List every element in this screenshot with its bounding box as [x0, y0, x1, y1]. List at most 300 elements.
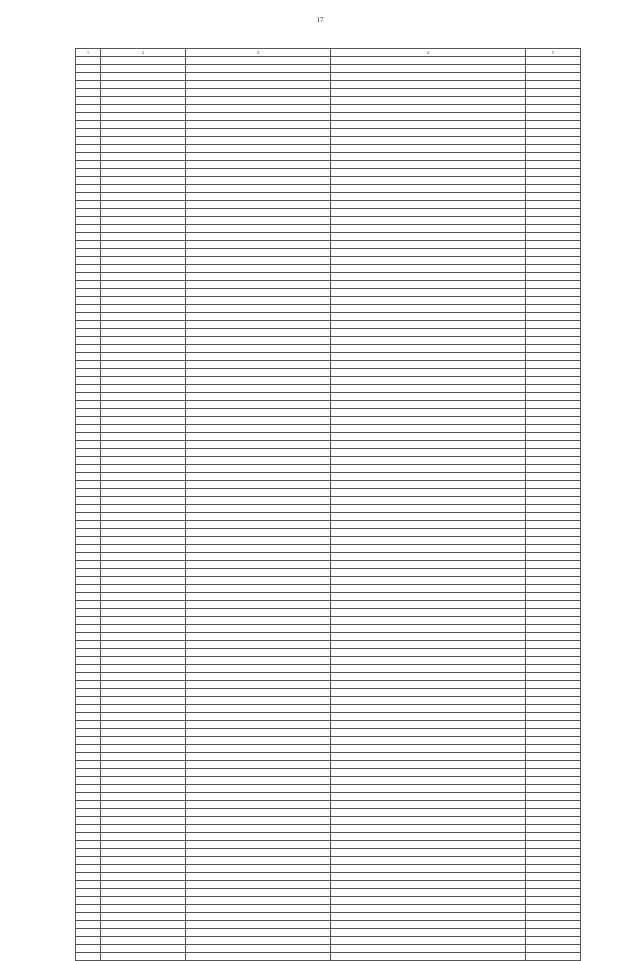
table-cell [76, 657, 101, 665]
table-cell [526, 721, 581, 729]
table-cell [186, 825, 331, 833]
table-cell [526, 289, 581, 297]
table-cell [186, 65, 331, 73]
table-cell [526, 801, 581, 809]
table-cell [101, 649, 186, 657]
table-cell [331, 361, 526, 369]
table-row [76, 65, 581, 73]
table-cell [186, 209, 331, 217]
table-row [76, 825, 581, 833]
table-cell [526, 281, 581, 289]
table-cell [526, 785, 581, 793]
table-cell [76, 409, 101, 417]
table-cell [186, 137, 331, 145]
table-cell [101, 513, 186, 521]
table-cell [526, 521, 581, 529]
table-row [76, 265, 581, 273]
table-cell [526, 417, 581, 425]
table-cell [331, 129, 526, 137]
table-cell [76, 241, 101, 249]
table-cell [76, 753, 101, 761]
table-row [76, 537, 581, 545]
table-cell [331, 849, 526, 857]
table-row [76, 545, 581, 553]
table-cell [101, 457, 186, 465]
table-cell [76, 345, 101, 353]
table-row [76, 945, 581, 953]
table-cell [101, 401, 186, 409]
table-cell [186, 265, 331, 273]
table-cell [526, 97, 581, 105]
table-cell [76, 353, 101, 361]
table-cell [526, 745, 581, 753]
table-cell [76, 825, 101, 833]
table-row [76, 217, 581, 225]
table-cell [76, 609, 101, 617]
table-cell [186, 201, 331, 209]
table-cell [186, 409, 331, 417]
table-cell [331, 609, 526, 617]
table-row [76, 321, 581, 329]
table-cell [526, 689, 581, 697]
table-row [76, 281, 581, 289]
table-row [76, 761, 581, 769]
table-cell [526, 225, 581, 233]
table-cell [526, 129, 581, 137]
table-cell [186, 905, 331, 913]
table-cell [101, 249, 186, 257]
table-cell [331, 793, 526, 801]
table-cell [76, 865, 101, 873]
table-cell [331, 913, 526, 921]
table-cell [186, 497, 331, 505]
table-cell [76, 633, 101, 641]
table-cell [526, 857, 581, 865]
table-row [76, 345, 581, 353]
table-cell [526, 273, 581, 281]
table-cell [526, 761, 581, 769]
table-cell [101, 89, 186, 97]
table-cell [101, 937, 186, 945]
table-row [76, 913, 581, 921]
table-cell [186, 793, 331, 801]
table-cell [526, 481, 581, 489]
table-cell [186, 673, 331, 681]
table-cell [76, 105, 101, 113]
table-cell [526, 849, 581, 857]
table-cell [186, 153, 331, 161]
table-cell [101, 489, 186, 497]
table-cell [526, 657, 581, 665]
table-cell [526, 297, 581, 305]
table-row [76, 433, 581, 441]
table-row [76, 481, 581, 489]
table-cell [101, 265, 186, 273]
table-cell [186, 337, 331, 345]
table-cell [331, 753, 526, 761]
table-row [76, 129, 581, 137]
column-number: 3 [186, 49, 331, 57]
table-cell [331, 505, 526, 513]
table-cell [101, 257, 186, 265]
table-cell [101, 161, 186, 169]
table-cell [76, 777, 101, 785]
table-cell [76, 953, 101, 961]
table-cell [331, 673, 526, 681]
table-cell [186, 705, 331, 713]
table-cell [331, 185, 526, 193]
table-row [76, 785, 581, 793]
table-cell [101, 145, 186, 153]
table-row [76, 193, 581, 201]
table-row [76, 113, 581, 121]
table-cell [101, 609, 186, 617]
table-cell [186, 801, 331, 809]
table-cell [331, 273, 526, 281]
table-cell [101, 185, 186, 193]
table-cell [526, 433, 581, 441]
table-cell [526, 409, 581, 417]
table-cell [186, 401, 331, 409]
table-cell [101, 713, 186, 721]
table-cell [526, 265, 581, 273]
table-cell [526, 913, 581, 921]
table-cell [331, 385, 526, 393]
table-cell [186, 689, 331, 697]
table-cell [526, 705, 581, 713]
table-cell [186, 809, 331, 817]
table-cell [331, 585, 526, 593]
table-cell [186, 641, 331, 649]
table-cell [101, 321, 186, 329]
table-cell [101, 377, 186, 385]
table-cell [76, 729, 101, 737]
table-cell [101, 505, 186, 513]
table-cell [101, 113, 186, 121]
table-cell [76, 249, 101, 257]
table-cell [526, 633, 581, 641]
table-row [76, 361, 581, 369]
table-cell [76, 169, 101, 177]
table-cell [331, 577, 526, 585]
table-cell [101, 329, 186, 337]
table-cell [331, 249, 526, 257]
table-cell [101, 193, 186, 201]
table-cell [101, 665, 186, 673]
table-cell [526, 561, 581, 569]
table-cell [186, 769, 331, 777]
table-cell [331, 377, 526, 385]
table-row [76, 569, 581, 577]
table-cell [331, 625, 526, 633]
table-cell [186, 425, 331, 433]
table-cell [76, 97, 101, 105]
table-cell [526, 177, 581, 185]
table-cell [526, 793, 581, 801]
table-header [76, 49, 581, 57]
table-cell [331, 553, 526, 561]
table-cell [526, 489, 581, 497]
table-row [76, 841, 581, 849]
table-cell [526, 337, 581, 345]
table-cell [331, 465, 526, 473]
table-cell [76, 521, 101, 529]
table-row [76, 97, 581, 105]
table-cell [101, 577, 186, 585]
table-cell [526, 713, 581, 721]
table-cell [101, 817, 186, 825]
table-cell [526, 393, 581, 401]
table-cell [76, 393, 101, 401]
table-cell [101, 385, 186, 393]
table-cell [101, 849, 186, 857]
table-row [76, 169, 581, 177]
table-cell [186, 473, 331, 481]
table-cell [186, 617, 331, 625]
table-cell [331, 401, 526, 409]
column-number: 5 [526, 49, 581, 57]
table-cell [186, 665, 331, 673]
table-cell [101, 873, 186, 881]
table-cell [76, 465, 101, 473]
table-cell [526, 577, 581, 585]
table-row [76, 489, 581, 497]
table-cell [186, 233, 331, 241]
table-cell [526, 65, 581, 73]
table-row [76, 385, 581, 393]
table-row [76, 769, 581, 777]
table-cell [331, 425, 526, 433]
table-cell [331, 545, 526, 553]
table-row [76, 793, 581, 801]
table-cell [526, 321, 581, 329]
table-cell [186, 913, 331, 921]
table-cell [101, 281, 186, 289]
table-cell [76, 625, 101, 633]
table-cell [526, 233, 581, 241]
table-cell [76, 265, 101, 273]
table-row [76, 745, 581, 753]
table-cell [186, 713, 331, 721]
table-cell [76, 793, 101, 801]
table-cell [186, 257, 331, 265]
table-cell [526, 465, 581, 473]
table-cell [76, 497, 101, 505]
table-cell [101, 913, 186, 921]
table-cell [186, 881, 331, 889]
table-cell [76, 937, 101, 945]
table-cell [526, 121, 581, 129]
table-cell [76, 417, 101, 425]
table-cell [331, 921, 526, 929]
table-cell [186, 385, 331, 393]
table-cell [76, 217, 101, 225]
table-cell [76, 689, 101, 697]
table-cell [331, 113, 526, 121]
table-cell [526, 497, 581, 505]
table-row [76, 273, 581, 281]
table-cell [186, 505, 331, 513]
table-row [76, 73, 581, 81]
table-cell [526, 537, 581, 545]
table-row [76, 81, 581, 89]
table-cell [186, 481, 331, 489]
table-cell [101, 545, 186, 553]
table-row [76, 105, 581, 113]
table-row [76, 577, 581, 585]
table-row [76, 713, 581, 721]
table-cell [101, 929, 186, 937]
table-cell [76, 233, 101, 241]
table-cell [526, 889, 581, 897]
table-cell [101, 409, 186, 417]
table-cell [331, 145, 526, 153]
table-cell [331, 257, 526, 265]
table-cell [331, 657, 526, 665]
table-cell [186, 745, 331, 753]
table-cell [76, 601, 101, 609]
table-cell [186, 169, 331, 177]
table-cell [76, 889, 101, 897]
table-cell [186, 633, 331, 641]
table-cell [76, 849, 101, 857]
table-cell [76, 441, 101, 449]
table-cell [101, 673, 186, 681]
table-cell [526, 401, 581, 409]
data-table [75, 48, 581, 961]
table-cell [76, 225, 101, 233]
table-cell [186, 785, 331, 793]
table-cell [331, 865, 526, 873]
table-cell [331, 489, 526, 497]
table-cell [101, 449, 186, 457]
table-cell [331, 649, 526, 657]
table-cell [76, 433, 101, 441]
table-cell [526, 353, 581, 361]
table-cell [331, 153, 526, 161]
table-cell [186, 857, 331, 865]
table-cell [186, 657, 331, 665]
table-cell [526, 953, 581, 961]
table-cell [186, 569, 331, 577]
table-cell [331, 497, 526, 505]
table-row [76, 329, 581, 337]
table-cell [526, 513, 581, 521]
table-cell [526, 673, 581, 681]
table-cell [76, 401, 101, 409]
table-cell [186, 753, 331, 761]
table-cell [186, 865, 331, 873]
table-cell [101, 865, 186, 873]
table-row [76, 897, 581, 905]
table-cell [331, 569, 526, 577]
table-cell [101, 393, 186, 401]
table-cell [331, 617, 526, 625]
table-cell [76, 529, 101, 537]
table-cell [101, 697, 186, 705]
table-cell [331, 321, 526, 329]
table-cell [526, 593, 581, 601]
table-cell [101, 897, 186, 905]
table-cell [186, 561, 331, 569]
table-cell [76, 665, 101, 673]
table-cell [331, 281, 526, 289]
table-cell [186, 281, 331, 289]
table-cell [186, 441, 331, 449]
table-cell [331, 97, 526, 105]
table-cell [186, 729, 331, 737]
table-cell [331, 57, 526, 65]
table-row [76, 849, 581, 857]
table-cell [76, 585, 101, 593]
table-cell [76, 121, 101, 129]
table-cell [331, 81, 526, 89]
table-cell [186, 353, 331, 361]
table-cell [101, 857, 186, 865]
table-cell [101, 417, 186, 425]
table-cell [186, 369, 331, 377]
table-cell [101, 745, 186, 753]
table-cell [331, 209, 526, 217]
table-cell [76, 385, 101, 393]
table-cell [331, 241, 526, 249]
table-cell [76, 305, 101, 313]
table-cell [526, 89, 581, 97]
table-row [76, 921, 581, 929]
table-cell [76, 921, 101, 929]
table-cell [526, 601, 581, 609]
table-cell [186, 393, 331, 401]
table-cell [526, 153, 581, 161]
table-cell [186, 489, 331, 497]
table-cell [101, 881, 186, 889]
table-cell [186, 129, 331, 137]
table-cell [331, 137, 526, 145]
table-row [76, 305, 581, 313]
table-cell [186, 345, 331, 353]
table-row [76, 441, 581, 449]
table-cell [186, 241, 331, 249]
table-cell [331, 433, 526, 441]
table-cell [101, 585, 186, 593]
table-cell [331, 833, 526, 841]
table-cell [76, 177, 101, 185]
table-cell [186, 289, 331, 297]
table-cell [186, 321, 331, 329]
table-row [76, 705, 581, 713]
table-cell [101, 57, 186, 65]
table-cell [76, 185, 101, 193]
table-row [76, 145, 581, 153]
table-row [76, 353, 581, 361]
table-cell [101, 625, 186, 633]
table-cell [186, 553, 331, 561]
table-cell [101, 433, 186, 441]
table-cell [331, 345, 526, 353]
table-cell [331, 457, 526, 465]
table-cell [526, 881, 581, 889]
table-cell [101, 553, 186, 561]
table-cell [101, 841, 186, 849]
table-cell [76, 297, 101, 305]
table-row [76, 201, 581, 209]
table-row [76, 665, 581, 673]
table-row [76, 401, 581, 409]
table-cell [101, 825, 186, 833]
table-cell [101, 777, 186, 785]
table-cell [76, 649, 101, 657]
table-row [76, 625, 581, 633]
